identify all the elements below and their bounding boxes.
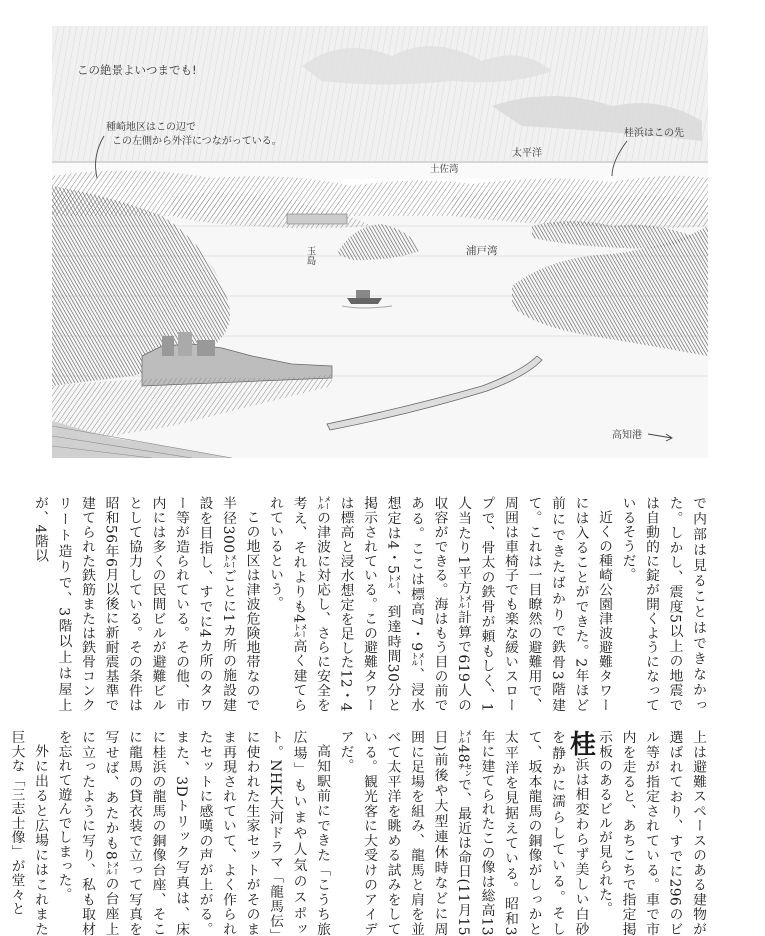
tanezaki-note-line-1: 種崎地区はこの辺で — [106, 122, 196, 133]
waterfront-buildings — [287, 214, 347, 224]
paragraph: 近くの種崎公園津波避難タワーには入ることができた。2年ほど前にできたばかりで鉄骨3階建て。これは一目瞭然の避難用で、周囲は車椅子でも楽な緩いスロープで、骨太の鉄骨が頼もしく、1人当たり1平方㍍計算で619人の収容ができる。海はもう目の前である。ここは標高7・9㍍、浸水想定は4・5㍍、到達時間30分と掲示されている。この避難タワーは標高と浸水想定を足した12・4㍍の津波に対応し、さらに安全を考え、それよりも4㍍高く建てられているという。 — [267, 496, 612, 712]
paragraph: で内部は見ることはできなかった。しかし、震度5以上の地震では自動的に錠が開くようになっているそうだ。 — [619, 496, 706, 712]
tamashima-label: 玉島 — [304, 246, 316, 265]
article-block-2 — [8, 730, 709, 936]
tosawan-label: 土佐湾 — [430, 164, 459, 175]
uradowan-label: 浦戸湾 — [466, 245, 498, 257]
taiheiyo-label: 太平洋 — [512, 148, 542, 159]
harbor-sketch-illustration — [52, 26, 708, 458]
sketch-caption: この絶景よいつまでも! — [77, 63, 197, 77]
tanezaki-note-line-2: この左側から外洋につながっている。 — [112, 136, 282, 147]
paragraph-with-dropcap — [333, 730, 596, 936]
paragraph-text: 浜は相変わらず美しい白砂を静かに濡らしている。そして、坂本龍馬の銅像がしっかと太平洋を見据えている。昭和3年に建てられたこの像は総高13㍍48㌢で、最近は命日(11月15日)前後や大型連休時などに周囲に足場を組み、龍馬と肩を並べて太平洋を眺める試みをしている。観光客に大受けのアイデアだ。 — [337, 730, 589, 936]
article-block-1 — [32, 496, 709, 712]
paragraph: この地区は津波危険地帯なので半径300㍍ごとに1カ所の施設建設を目指し、すでに4カ所のタワー等が造られている。その他、市内には多くの民間ビルが避難ビルとして協力している。その条件は昭和56年6月以後に新耐震基準で建てられた鉄筋または鉄骨コンクリート造りで、3階以上は屋上が、4階以 — [32, 496, 260, 712]
katsurahama-note: 桂浜はこの先 — [624, 128, 684, 139]
kochiko-label: 高知港 — [612, 430, 642, 441]
paragraph: 高知駅前にできた「こうち旅広場」もいまや人気のスポット。NHK大河ドラマ「龍馬伝」に使われた生家セットがそのまま再現されていて、よく作られたセットに感嘆の声が上がる。また、3Dトリック写真は、床に桂浜の龍馬の銅像台座、そこに龍馬の貸衣装で立って写真を写せば、あたかも8㍍の台座上に立ったように写り、私も取材を忘れて遊んでしまった。 — [55, 730, 330, 936]
paragraph: 上は避難スペースのある建物が選ばれており、すでに296のビル等が指定されている。車で市内を走ると、あちこちで指定掲示板のあるビルが見られた。 — [596, 730, 706, 936]
dropcap: 桂 — [565, 730, 596, 758]
sketch-svg — [52, 26, 708, 458]
paragraph: 外に出ると広場にはこれまた巨大な「三志士像」が堂々と — [8, 730, 48, 936]
